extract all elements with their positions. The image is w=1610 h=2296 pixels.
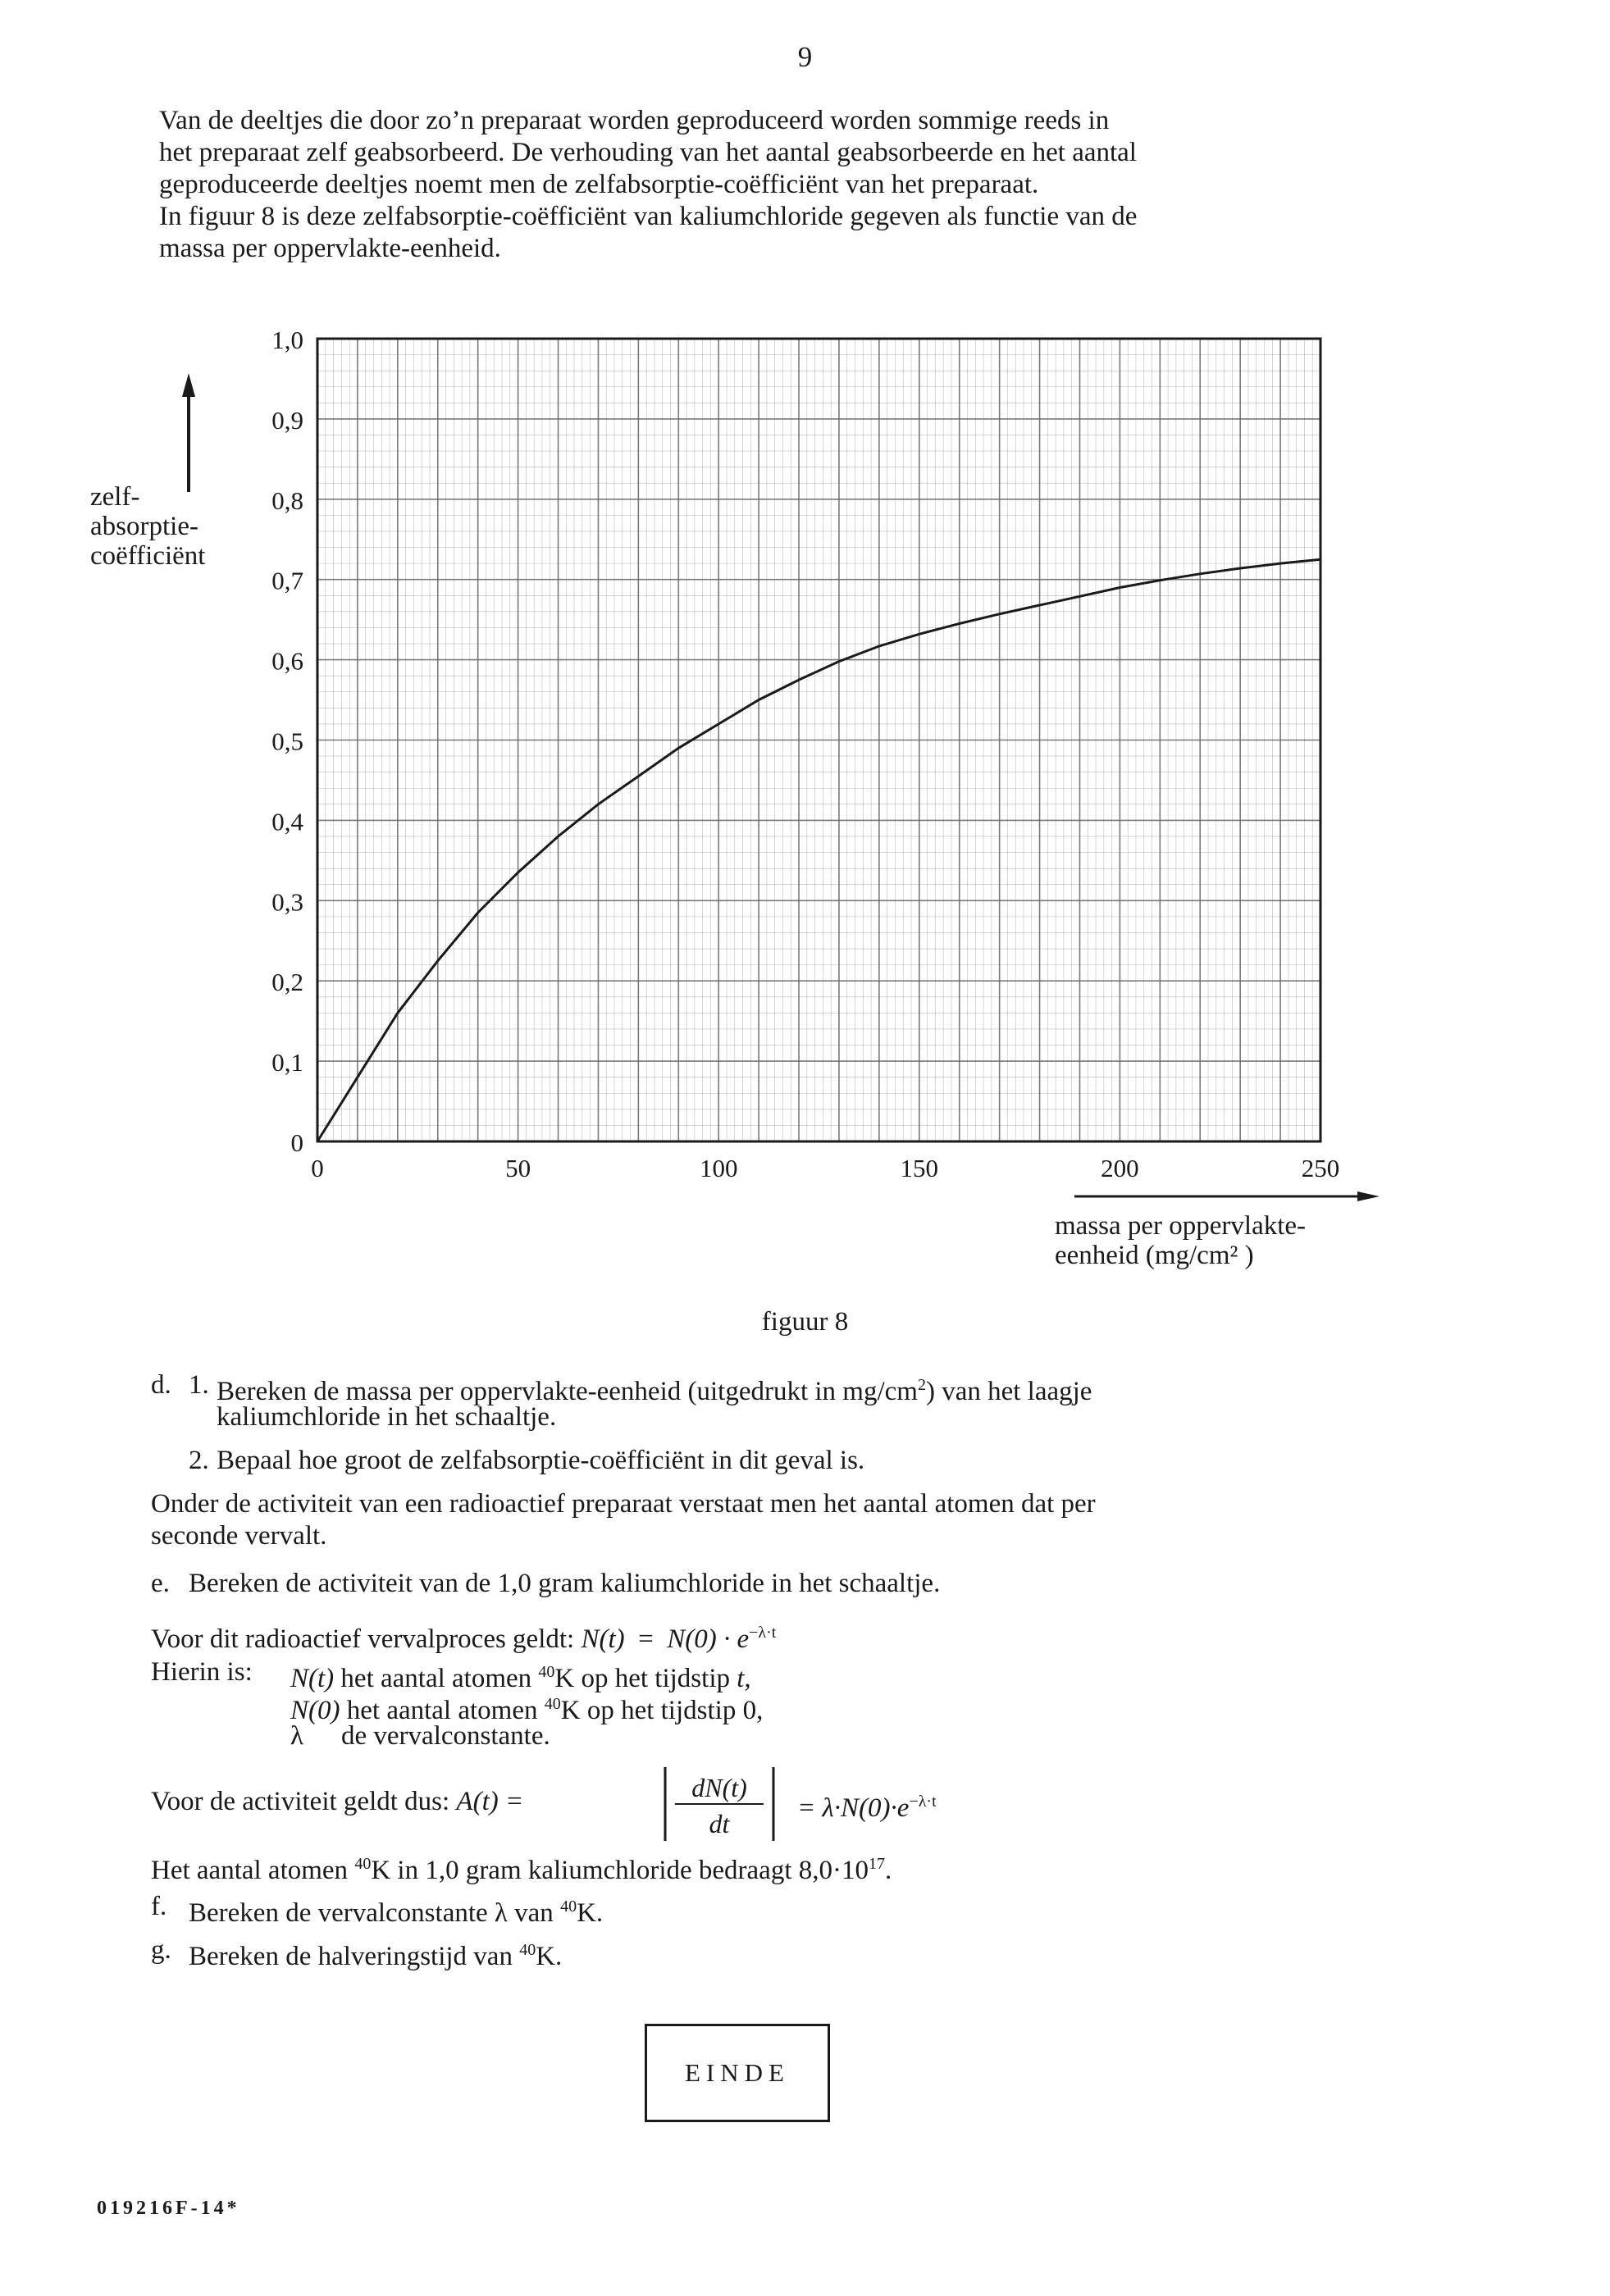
page-number: 9 (797, 41, 813, 73)
superscript: 17 (868, 1855, 885, 1873)
question-f-text: K. (577, 1898, 604, 1928)
symbol: λ (290, 1721, 304, 1751)
x-tick-label: 100 (699, 1154, 738, 1182)
question-g-text: Bereken de halveringstijd van (189, 1942, 513, 1971)
series-line (317, 559, 1320, 1141)
y-tick-label: 0,6 (271, 646, 303, 676)
definition-text: K op het tijdstip 0, (560, 1696, 764, 1725)
definition-text: K op het tijdstip (554, 1664, 730, 1693)
question-d1-text: ) van het laagje (925, 1377, 1092, 1406)
y-label-line: zelf- (90, 482, 140, 512)
question-g-label: g. (151, 1935, 171, 1965)
symbol: N(t) (290, 1664, 335, 1693)
x-tick-label: 0 (311, 1154, 324, 1182)
activity-formula-rhs (797, 1786, 937, 1824)
y-tick-label: 0,1 (271, 1048, 303, 1077)
y-tick-label: 0,9 (271, 405, 303, 435)
question-e-label: e. (151, 1569, 170, 1598)
superscript: 2 (917, 1376, 926, 1394)
grid-major (317, 339, 1320, 1141)
decay-rhs: N(0) · e (667, 1624, 750, 1654)
question-g (189, 1934, 562, 1973)
decay-equals: = (638, 1624, 654, 1654)
x-label-line: eenheid (mg/cm² ) (1055, 1241, 1254, 1270)
atoms-text: K in 1,0 gram kaliumchloride bedraagt 8,0·10 (371, 1856, 869, 1885)
footer-code: 019216F-14* (97, 2198, 240, 2219)
fraction-denominator: dt (709, 1809, 730, 1838)
x-tick-label: 250 (1301, 1154, 1340, 1182)
question-d1-text: Bereken de massa per oppervlakte-eenheid (uitgedrukt in mg/cm (217, 1377, 918, 1406)
definition-lambda (290, 1720, 550, 1752)
intro-line: het preparaat zelf geabsorbeerd. De verhouding van het aantal geabsorbeerde en het aantal (159, 138, 1137, 167)
y-label-line: coëfficiënt (90, 541, 206, 571)
intro-line: geproduceerde deeltjes noemt men de zelfabsorptie-coëfficiënt van het preparaat. (159, 170, 1039, 199)
question-f-label: f. (151, 1892, 167, 1921)
definition-text: het aantal atomen (340, 1664, 532, 1693)
question-d2: Bepaal hoe groot de zelfabsorptie-coëfficiënt in dit geval is. (217, 1446, 865, 1475)
decay-exponent: −λ·t (749, 1624, 777, 1642)
x-label-line: massa per oppervlakte- (1055, 1211, 1307, 1241)
einde-box: EINDE (645, 2024, 830, 2122)
activity-rhs: = λ·N(0)·e (797, 1793, 910, 1823)
question-g-text: K. (536, 1942, 563, 1971)
y-tick-label: 0,4 (271, 807, 303, 836)
question-e: Bereken de activiteit van de 1,0 gram kaliumchloride in het schaaltje. (189, 1569, 941, 1598)
activity-lhs: A(t) = (456, 1787, 524, 1816)
hierin-label: Hierin is: (151, 1657, 253, 1687)
symbol: t, (737, 1664, 751, 1693)
intro-line: In figuur 8 is deze zelfabsorptie-coëfficiënt van kaliumchloride gegeven als functie van de (159, 202, 1138, 231)
activity-formula-lhs (151, 1786, 523, 1818)
y-axis-arrow-head (182, 373, 195, 397)
activity-fraction (662, 1765, 777, 1843)
y-tick-label: 0,3 (271, 887, 303, 917)
x-tick-label: 200 (1101, 1154, 1139, 1182)
question-f-text: Bereken de vervalconstante λ van (189, 1898, 554, 1928)
decay-lhs: N(t) (581, 1624, 625, 1654)
x-tick-labels (311, 1154, 1339, 1182)
activity-intro: Voor de activiteit geldt dus: (151, 1787, 450, 1816)
atoms-count: Het aantal atomen $^{40}$K in 1,0 gram kaliumchloride bedraagt $8,0\cdot 10^{17}$. (151, 1855, 892, 1885)
y-tick-label: 1,0 (271, 326, 303, 354)
x-axis-arrow-head (1357, 1191, 1380, 1201)
decay-intro: Voor dit radioactief vervalproces geldt: (151, 1624, 575, 1654)
y-tick-labels (271, 326, 303, 1157)
y-tick-label: 0,2 (271, 968, 303, 997)
x-tick-label: 50 (505, 1154, 531, 1182)
question-d1-number: 1. (189, 1370, 209, 1400)
superscript: 40 (544, 1695, 561, 1713)
fraction-numerator: dN(t) (691, 1773, 747, 1802)
y-label-line: absorptie- (90, 512, 198, 541)
superscript: 40 (354, 1855, 372, 1873)
intro-line: Van de deeltjes die door zo’n preparaat worden geproduceerd worden sommige reeds in (159, 106, 1110, 135)
question-d2-number: 2. (189, 1446, 209, 1475)
y-tick-label: 0,5 (271, 727, 303, 756)
definition-text: het aantal atomen (346, 1696, 538, 1725)
activity-exponent: −λ·t (909, 1793, 937, 1811)
atoms-text: Het aantal atomen (151, 1856, 349, 1885)
question-f (189, 1891, 603, 1929)
intro-line: massa per oppervlakte-eenheid. (159, 234, 501, 263)
definition-text: de vervalconstante. (341, 1721, 550, 1751)
y-tick-label: 0 (290, 1128, 303, 1157)
y-tick-label: 0,7 (271, 566, 303, 595)
superscript: 40 (538, 1663, 555, 1681)
figure-caption: figuur 8 (761, 1307, 849, 1337)
question-d-label: d. (151, 1370, 171, 1400)
superscript: 40 (519, 1941, 536, 1959)
x-axis-label (1055, 1211, 1312, 1270)
x-tick-label: 150 (900, 1154, 939, 1182)
y-axis-label (90, 482, 205, 571)
question-d1-continuation: kaliumchloride in het schaaltje. (217, 1402, 557, 1432)
symbol: N(0) (290, 1696, 340, 1725)
decay-formula-line (151, 1617, 776, 1656)
activity-line: Onder de activiteit van een radioactief preparaat verstaat men het aantal atomen dat per (151, 1489, 1096, 1519)
y-tick-label: 0,8 (271, 485, 303, 515)
activity-line: seconde vervalt. (151, 1521, 327, 1551)
superscript: 40 (560, 1897, 577, 1916)
